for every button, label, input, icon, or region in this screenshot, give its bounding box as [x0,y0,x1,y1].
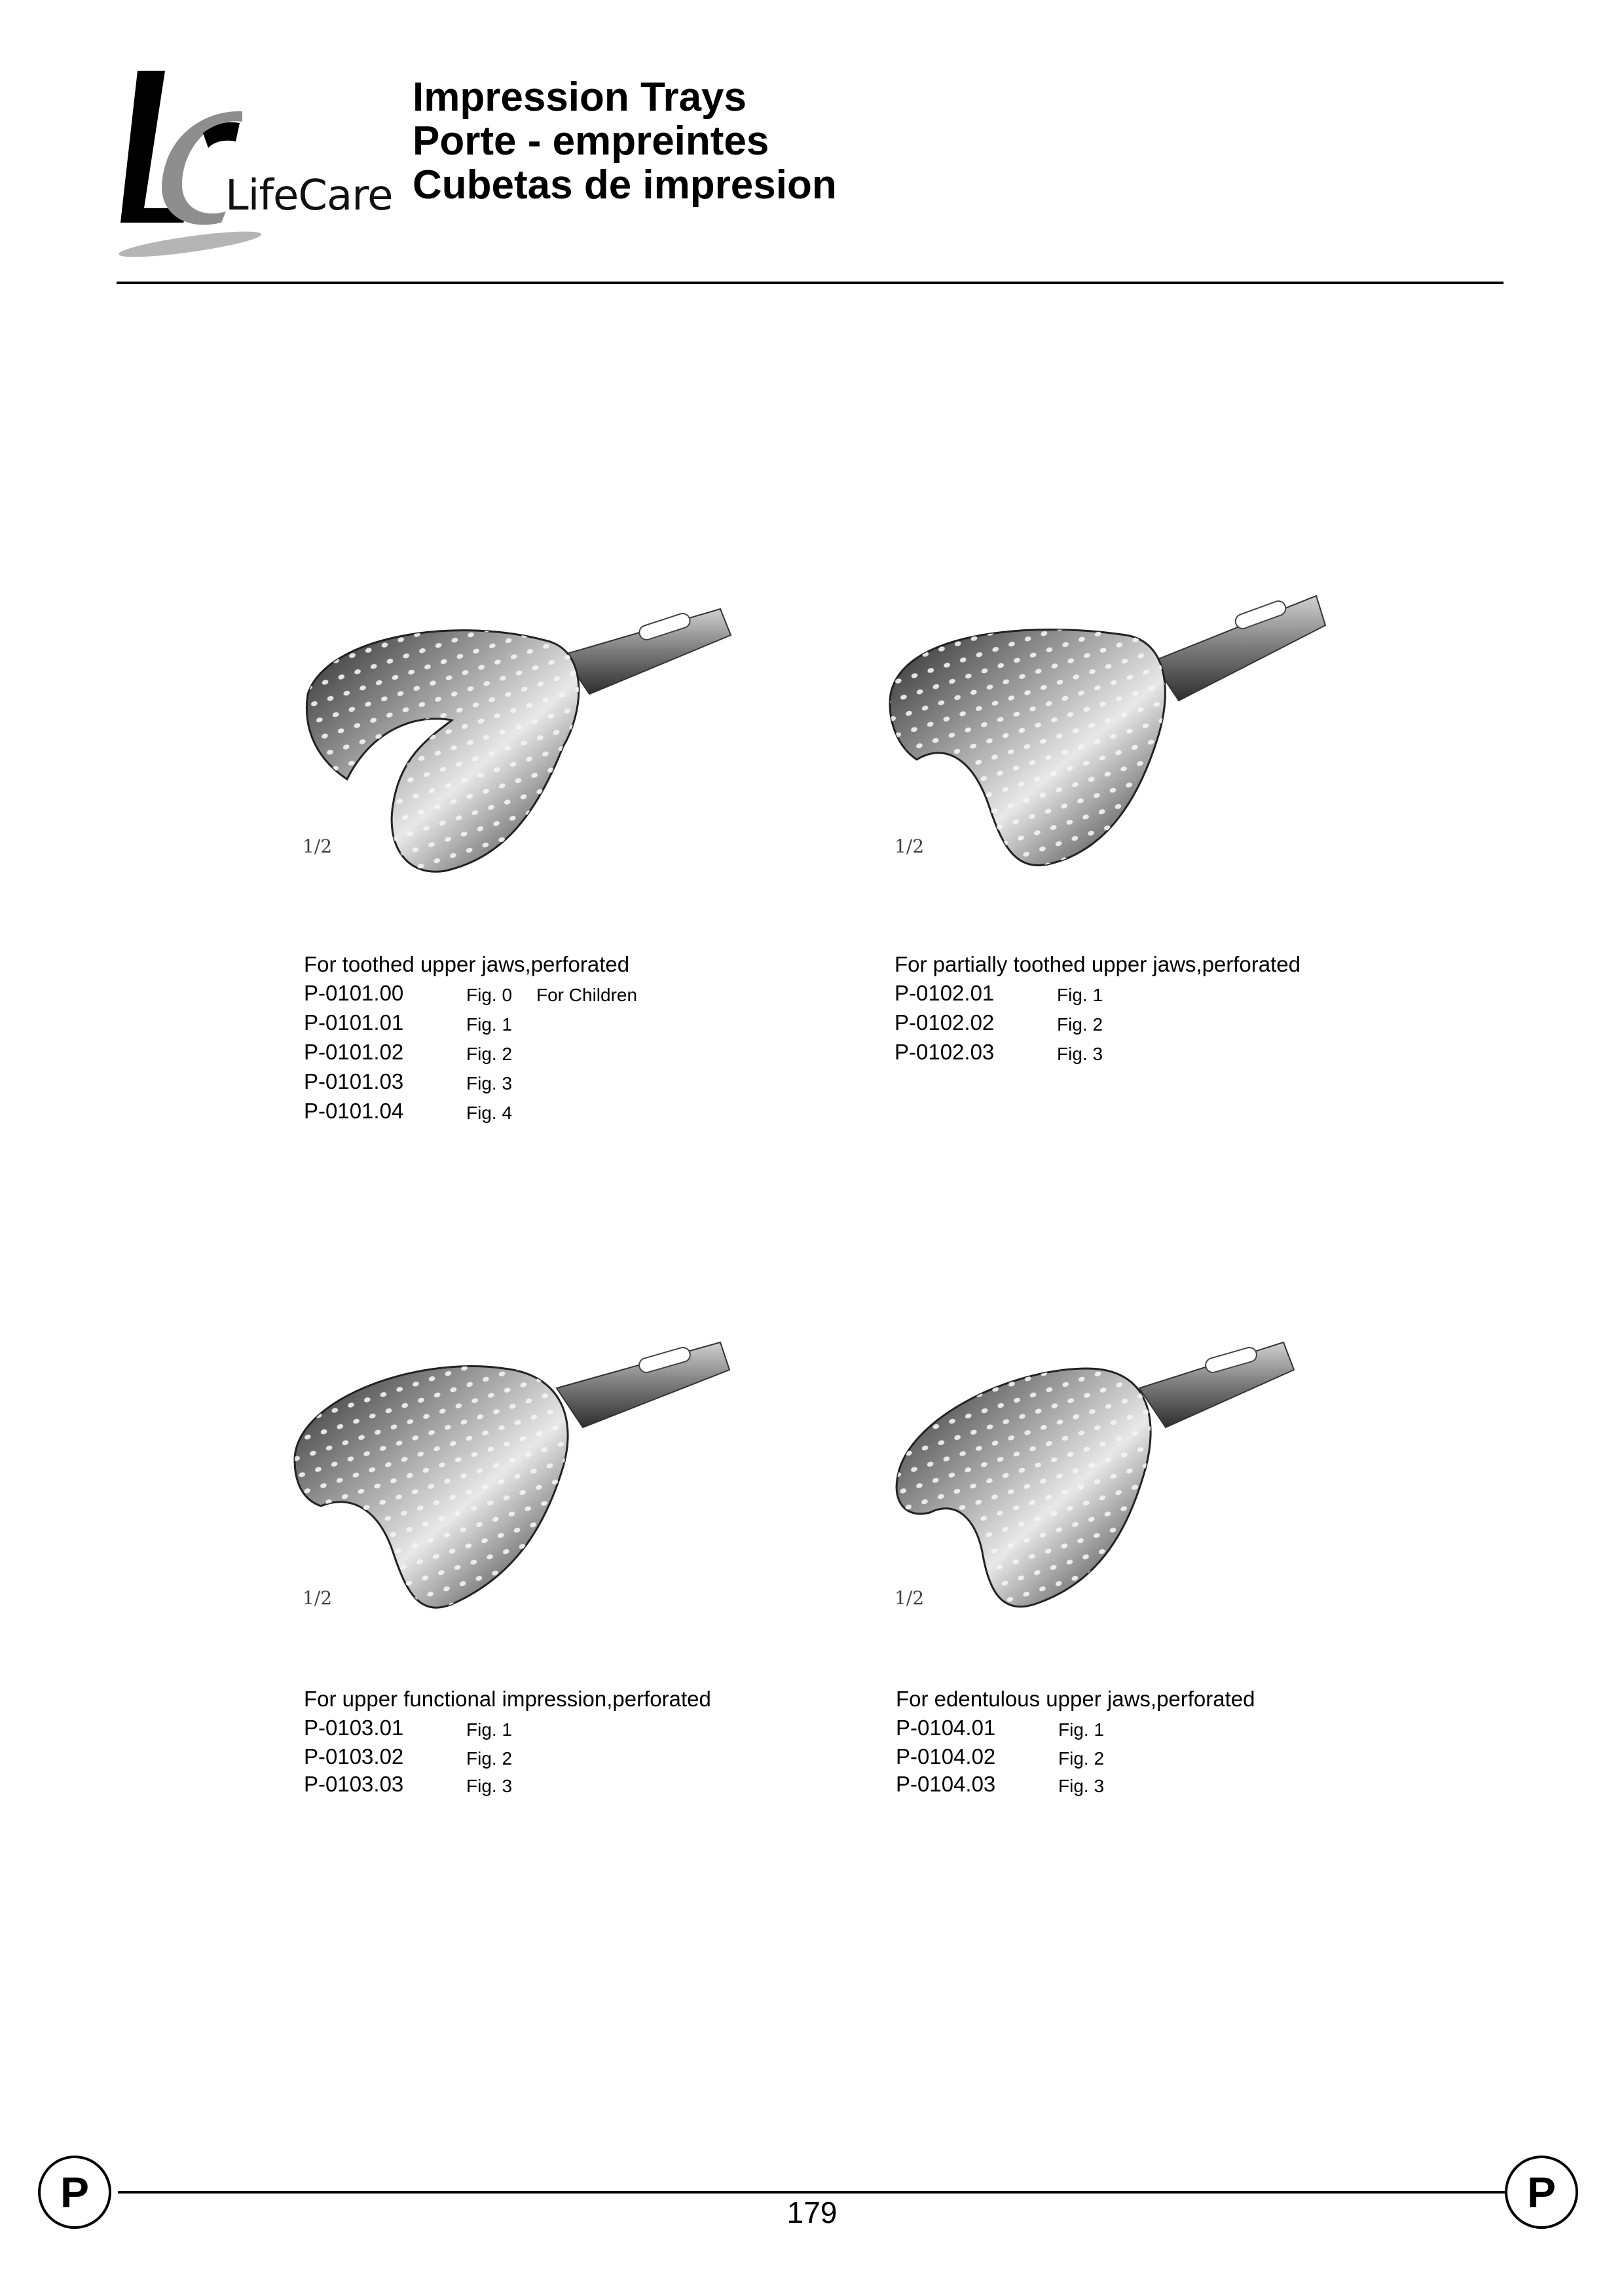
page-title-french: Porte - empreintes [413,119,769,164]
product-code: P-0101.02 [304,1040,404,1064]
scale-label: 1/2 [303,1587,333,1609]
list-item [304,1772,697,1801]
list-item [895,981,1287,1010]
figure-ref: Fig. 1 [466,1014,513,1035]
product-code: P-0104.01 [896,1716,996,1740]
product-code: P-0101.00 [304,981,404,1005]
tray-image-toothed [288,596,747,884]
product-code-list [304,981,697,1128]
product-code: P-0103.03 [304,1772,404,1796]
section-badge-right: P [1505,2156,1578,2229]
figure-ref: Fig. 3 [466,1073,513,1093]
tray-image-functional [282,1329,740,1617]
list-item [304,1099,697,1128]
scale-label: 1/2 [303,835,333,857]
scale-label: 1/2 [895,835,925,857]
figure-ref: Fig. 1 [1057,985,1103,1005]
product-code-list [895,981,1287,1069]
tray-image-edentulous [877,1329,1336,1617]
list-item [304,1040,697,1069]
product-description: For edentulous upper jaws,perforated [896,1687,1255,1711]
list-item [896,1744,1289,1772]
product-code: P-0103.02 [304,1744,404,1769]
product-code: P-0104.02 [896,1744,996,1769]
product-description: For toothed upper jaws,perforated [304,952,630,976]
page-number: 179 [786,2195,838,2230]
header-divider [117,282,1504,284]
figure-ref: Fig. 2 [1058,1748,1105,1769]
product-description: For upper functional impression,perforated [304,1687,711,1711]
product-code: P-0104.03 [896,1772,996,1796]
section-badge-left: P [38,2156,111,2229]
list-item [304,1716,697,1744]
product-code: P-0101.04 [304,1099,404,1123]
list-item [895,1010,1287,1040]
page-title-english: Impression Trays [413,75,747,120]
list-item [896,1772,1289,1801]
figure-ref: Fig. 3 [466,1776,513,1796]
figure-ref: Fig. 4 [466,1103,513,1123]
list-item [304,1010,697,1040]
list-item [896,1716,1289,1744]
figure-ref: Fig. 2 [466,1748,513,1769]
product-code: P-0102.02 [895,1010,995,1035]
product-code: P-0103.01 [304,1716,404,1740]
figure-ref: Fig. 0 [466,985,513,1005]
figure-ref: Fig. 3 [1058,1776,1105,1796]
list-item [304,981,697,1010]
product-note: For Children [536,985,638,1005]
product-description: For partially toothed upper jaws,perforated [895,952,1301,976]
figure-ref: Fig. 1 [1058,1719,1105,1740]
product-code: P-0102.01 [895,981,995,1005]
figure-ref: Fig. 1 [466,1719,513,1740]
figure-ref: Fig. 2 [1057,1014,1103,1035]
figure-ref: Fig. 3 [1057,1044,1103,1064]
product-code: P-0101.01 [304,1010,404,1035]
scale-label: 1/2 [895,1587,925,1609]
figure-ref: Fig. 2 [466,1044,513,1064]
footer-divider [118,2191,1506,2194]
product-code: P-0101.03 [304,1069,404,1093]
lifecare-logo [111,71,373,267]
list-item [304,1069,697,1099]
page-title-spanish: Cubetas de impresion [413,162,837,208]
logo-text: LifeCare [225,172,393,220]
product-code: P-0102.03 [895,1040,995,1064]
product-code-list [304,1716,697,1801]
list-item [895,1040,1287,1069]
list-item [304,1744,697,1772]
tray-image-partially-toothed [877,589,1336,877]
product-code-list [896,1716,1289,1801]
